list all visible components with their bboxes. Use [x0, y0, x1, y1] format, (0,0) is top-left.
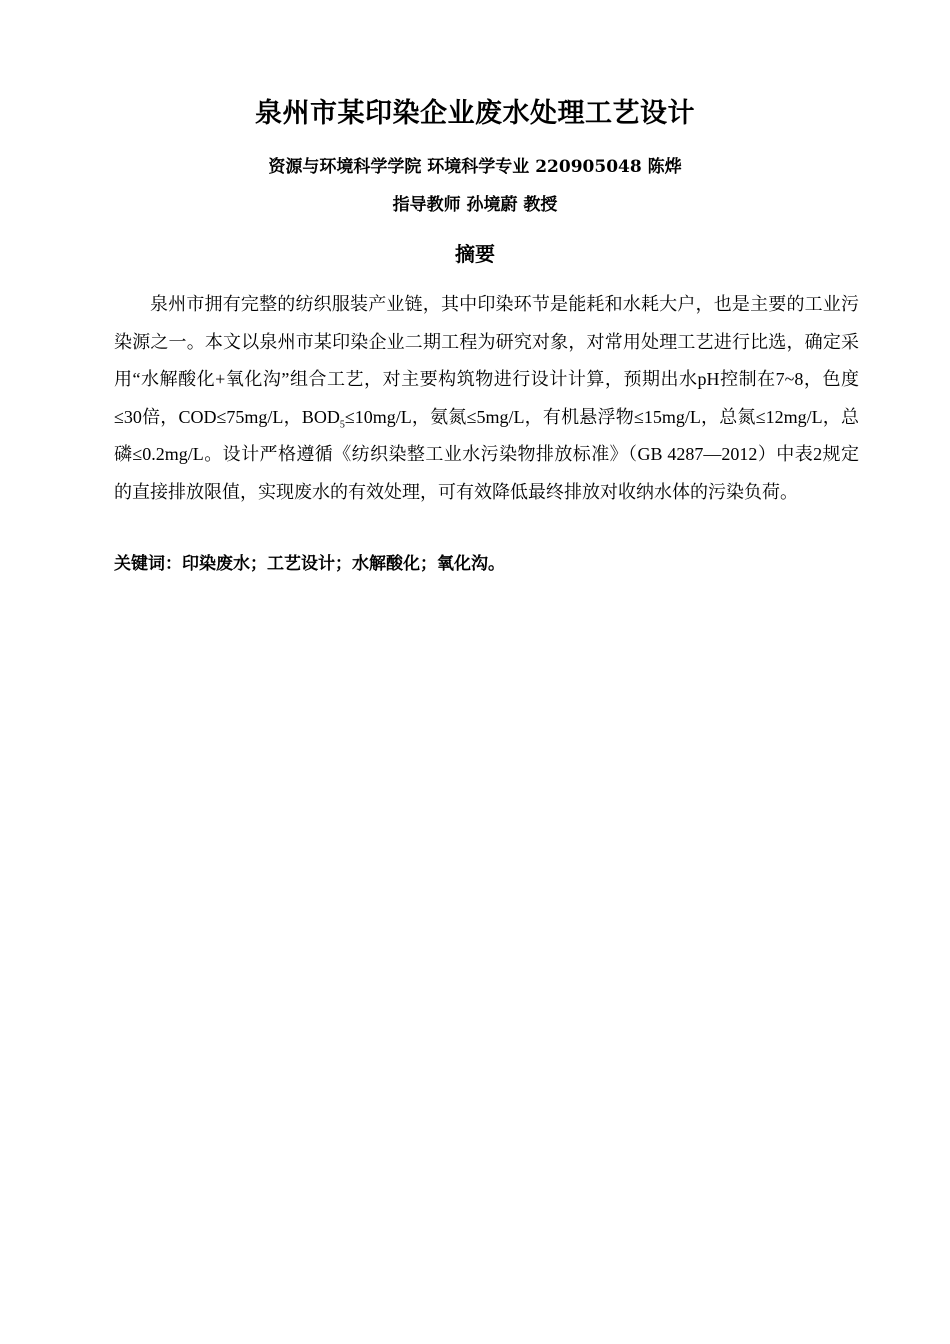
advisor-info: 指导教师 孙境蔚 教授	[392, 195, 558, 215]
abstract-paragraph	[114, 286, 859, 511]
document-title: 泉州市某印染企业废水处理工艺设计	[255, 98, 695, 129]
abstract-text-part2: ≤10mg/L，氨氮≤5mg/L，有机悬浮物≤15mg/L，总氮≤12mg/L，总磷≤0.2mg/L。设计严格遵循《纺织染整工业水污染物排放标准》（GB 4287—2012）中表2规定的直接排放限值，实现废水的有效处理，可有效降低最终排放对收纳水体的污染负荷。	[114, 406, 859, 502]
abstract-heading: 摘要	[455, 242, 495, 266]
author-info: 资源与环境科学学院 环境科学专业 220905048 陈烨	[268, 157, 682, 177]
abstract-subscript: 5	[339, 419, 345, 431]
keywords-line: 关键词：印染废水；工艺设计；水解酸化；氧化沟。	[114, 554, 505, 574]
abstract-text-part1: 泉州市拥有完整的纺织服装产业链，其中印染环节是能耗和水耗大户，也是主要的工业污染源之一。本文以泉州市某印染企业二期工程为研究对象，对常用处理工艺进行比选，确定采用“水解酸化+氧化沟”组合工艺，对主要构筑物进行设计计算，预期出水pH控制在7~8，色度≤30倍，COD≤75mg/L，BOD	[114, 294, 859, 427]
